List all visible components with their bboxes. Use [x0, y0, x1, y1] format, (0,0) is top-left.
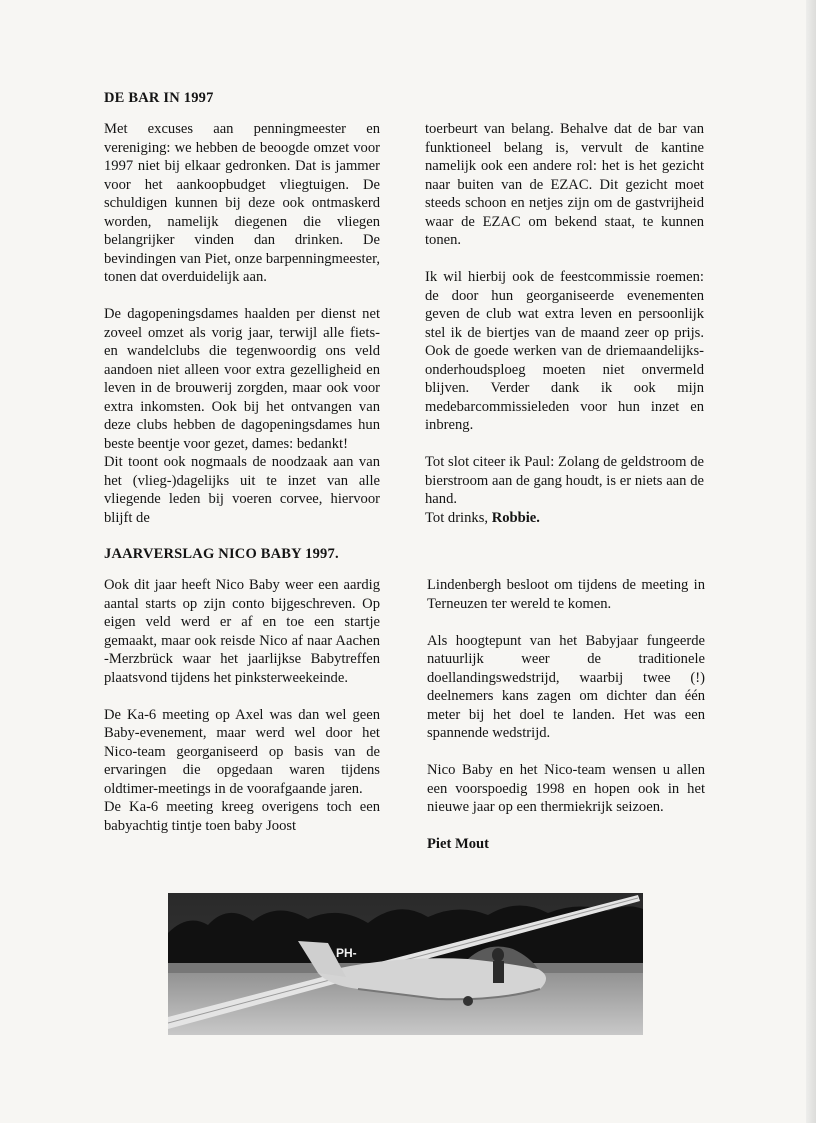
article-nico-right-column — [427, 576, 705, 854]
glider-photo — [168, 893, 643, 1035]
paragraph: Dit toont ook nogmaals de noodzaak aan van het (vlieg-)dagelijks uit te inzet van alle vliegende leden bij voeren corvee, hiervoor blijft de — [104, 454, 380, 526]
article-bar-right-column — [425, 120, 704, 527]
paragraph: Tot slot citeer ik Paul: Zolang de geldstroom de bierstroom aan de gang houdt, is er niets aan de hand. — [425, 454, 704, 507]
article-title-nico-baby: JAARVERSLAG NICO BABY 1997. — [104, 546, 339, 562]
paragraph: Ik wil hierbij ook de feestcommissie roemen: de door hun georganiseerde evenementen geven de club wat extra leven en persoonlijk stel ik de biertjes van de maand zeer op prijs. Ook de goede werken van de driemaandelijks-onderhoudsploeg moeten niet onvermeld blijven. Verder dank ik ook mijn medebarcommissieleden voor hun inzet en inbreng. — [425, 269, 704, 433]
author-signature: Robbie. — [491, 509, 540, 526]
closing-text: Tot drinks, — [425, 509, 492, 526]
paragraph: Lindenbergh besloot om tijdens de meeting in Terneuzen ter wereld te komen. — [427, 577, 705, 612]
article-nico-left-column — [104, 576, 380, 835]
author-signature: Piet Mout — [427, 836, 490, 852]
closing-line — [425, 509, 704, 528]
paragraph: Als hoogtepunt van het Babyjaar fungeerde natuurlijk weer de traditionele doellandingswedstrijd, waarbij twee (!) deelnemers kans zagen om dichter dan één meter bij het doel te landen. Het was een spannende wedstrijd. — [427, 632, 705, 741]
paragraph: Ook dit jaar heeft Nico Baby weer een aardig aantal starts op zijn conto bijgeschreven. Op eigen veld werd er af en toe een startje gemaakt, maar ook reisde Nico af naar Aachen -Merzbrück waar het jaarlijkse Babytreffen plaatsvond tijdens het pinksterweekeinde. — [104, 577, 380, 686]
page-edge-shadow — [806, 0, 816, 1123]
paragraph: Nico Baby en het Nico-team wensen u allen een voorspoedig 1998 en hopen ook in het nieuwe jaar op een thermiekrijk seizoen. — [427, 762, 705, 815]
glider-registration: PH- — [336, 946, 357, 960]
paragraph: De dagopeningsdames haalden per dienst net zoveel omzet als vorig jaar, terwijl alle fiets- en wandelclubs die tegenwoordig ons veld aandoen niet alleen voor extra gezelligheid en leven in de brouwerij zorgden, maar ook voor extra inkomsten. Ook bij het ontvangen van deze clubs hebben de dagopeningsdames hun beste beentje voor gezet, dames: bedankt! — [104, 306, 380, 452]
article-bar-left-column — [104, 120, 380, 527]
paragraph: De Ka-6 meeting op Axel was dan wel geen Baby-evenement, maar werd wel door het Nico-team georganiseerd op basis van de ervaringen die opgedaan waren tijdens oldtimer-meetings in de voorafgaande jaren. — [104, 706, 380, 797]
paragraph: De Ka-6 meeting kreeg overigens toch een babyachtig tintje toen baby Joost — [104, 799, 380, 834]
paragraph: Met excuses aan penningmeester en vereniging: we hebben de beoogde omzet voor 1997 niet bij elkaar gedronken. Dat is jammer voor het aankoopbudget vliegtuigen. De schuldigen kunnen bij deze ook ontmaskerd worden, namelijk diegenen die vliegen belangrijker vinden dan drinken. De bevindingen van Piet, onze barpenningmeester, tonen dat overduidelijk aan. — [104, 121, 380, 285]
glider-illustration — [168, 893, 643, 1035]
article-title-bar: DE BAR IN 1997 — [104, 90, 214, 106]
paragraph: toerbeurt van belang. Behalve dat de bar van funktioneel belang is, vervult de kantine namelijk ook een andere rol: het is het gezicht naar buiten van de EZAC. Dit gezicht moet steeds schoon en netjes zijn om de gastvrijheid waar de EZAC om bekend staat, te kunnen tonen. — [425, 121, 704, 248]
